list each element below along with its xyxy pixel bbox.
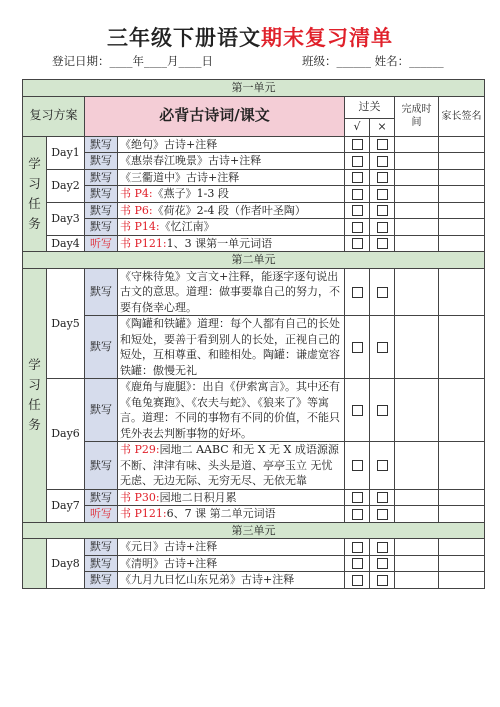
pass-checkbox[interactable] bbox=[352, 558, 363, 569]
day-label: Day8 bbox=[47, 539, 85, 589]
done-time-cell[interactable] bbox=[395, 506, 439, 523]
class-name-field[interactable]: 班级：______ 姓名：______ bbox=[302, 54, 444, 68]
page-title bbox=[0, 22, 500, 52]
done-time-header: 完成时间 bbox=[395, 96, 439, 136]
task-type: 默写 bbox=[85, 316, 118, 379]
parent-sign-cell[interactable] bbox=[439, 219, 485, 236]
task-text: 书 P14:《忆江南》 bbox=[118, 219, 345, 236]
task-text: 《元日》古诗+注释 bbox=[118, 539, 345, 556]
fail-checkbox[interactable] bbox=[377, 460, 388, 471]
pass-header: 过关 bbox=[345, 96, 395, 118]
parent-sign-cell[interactable] bbox=[439, 316, 485, 379]
pass-checkbox[interactable] bbox=[352, 575, 363, 586]
done-time-cell[interactable] bbox=[395, 219, 439, 236]
content-header: 必背古诗词/课文 bbox=[85, 96, 345, 136]
pass-checkbox[interactable] bbox=[352, 189, 363, 200]
check-header: √ bbox=[345, 118, 370, 136]
pass-checkbox[interactable] bbox=[352, 139, 363, 150]
task-text: 《守株待兔》文言文+注释，能逐字逐句说出古文的意思。道理：做事要靠自己的努力，不要有侥幸心理。 bbox=[118, 268, 345, 316]
task-text: 书 P29:园地二 AABC 和无 X 无 X 成语源源不断、津津有味、头头是道、亭亭玉立 无忧无虑、无边无际、无穷无尽、无依无靠 bbox=[118, 442, 345, 490]
pass-checkbox[interactable] bbox=[352, 460, 363, 471]
task-type: 默写 bbox=[85, 539, 118, 556]
fail-checkbox[interactable] bbox=[377, 558, 388, 569]
pass-checkbox[interactable] bbox=[352, 342, 363, 353]
task-type: 默写 bbox=[85, 268, 118, 316]
done-time-cell[interactable] bbox=[395, 186, 439, 203]
parent-sign-cell[interactable] bbox=[439, 186, 485, 203]
done-time-cell[interactable] bbox=[395, 555, 439, 572]
day-label: Day7 bbox=[47, 489, 85, 522]
pass-checkbox[interactable] bbox=[352, 509, 363, 520]
task-type: 默写 bbox=[85, 379, 118, 442]
done-time-cell[interactable] bbox=[395, 379, 439, 442]
done-time-cell[interactable] bbox=[395, 153, 439, 170]
parent-sign-cell[interactable] bbox=[439, 442, 485, 490]
unit-header: 第一单元 bbox=[23, 80, 485, 97]
parent-sign-header: 家长签名 bbox=[439, 96, 485, 136]
task-type: 默写 bbox=[85, 489, 118, 506]
pass-checkbox[interactable] bbox=[352, 172, 363, 183]
plan-header: 复习方案 bbox=[23, 96, 85, 136]
task-text: 《陶罐和铁罐》道理：每个人都有自己的长处和短处，要善于看到别人的长处，正视自己的短处，互相尊重、和睦相处。陶罐：谦虚宽容 铁罐：傲慢无礼 bbox=[118, 316, 345, 379]
day-label: Day3 bbox=[47, 202, 85, 235]
pass-checkbox[interactable] bbox=[352, 405, 363, 416]
done-time-cell[interactable] bbox=[395, 169, 439, 186]
task-type: 听写 bbox=[85, 235, 118, 252]
unit-header: 第三单元 bbox=[23, 522, 485, 539]
day-label: Day6 bbox=[47, 379, 85, 490]
parent-sign-cell[interactable] bbox=[439, 506, 485, 523]
task-text: 《三衢道中》古诗+注释 bbox=[118, 169, 345, 186]
task-type: 默写 bbox=[85, 153, 118, 170]
task-text: 《清明》古诗+注释 bbox=[118, 555, 345, 572]
pass-checkbox[interactable] bbox=[352, 492, 363, 503]
pass-checkbox[interactable] bbox=[352, 287, 363, 298]
fail-checkbox[interactable] bbox=[377, 287, 388, 298]
review-table bbox=[22, 79, 485, 589]
title-part: 三年级下册语文 bbox=[107, 25, 261, 50]
parent-sign-cell[interactable] bbox=[439, 169, 485, 186]
side-label bbox=[23, 539, 47, 589]
task-type: 默写 bbox=[85, 555, 118, 572]
parent-sign-cell[interactable] bbox=[439, 379, 485, 442]
fail-checkbox[interactable] bbox=[377, 172, 388, 183]
fail-checkbox[interactable] bbox=[377, 405, 388, 416]
day-label: Day1 bbox=[47, 136, 85, 169]
done-time-cell[interactable] bbox=[395, 136, 439, 153]
fail-checkbox[interactable] bbox=[377, 492, 388, 503]
fail-checkbox[interactable] bbox=[377, 238, 388, 249]
parent-sign-cell[interactable] bbox=[439, 539, 485, 556]
task-text: 书 P30:园地二日积月累 bbox=[118, 489, 345, 506]
parent-sign-cell[interactable] bbox=[439, 268, 485, 316]
done-time-cell[interactable] bbox=[395, 235, 439, 252]
fail-checkbox[interactable] bbox=[377, 139, 388, 150]
parent-sign-cell[interactable] bbox=[439, 572, 485, 589]
task-type: 默写 bbox=[85, 169, 118, 186]
fail-checkbox[interactable] bbox=[377, 156, 388, 167]
pass-checkbox[interactable] bbox=[352, 238, 363, 249]
title-highlight: 期末复习清单 bbox=[261, 25, 393, 50]
task-type: 默写 bbox=[85, 219, 118, 236]
parent-sign-cell[interactable] bbox=[439, 489, 485, 506]
task-text: 书 P4:《燕子》1-3 段 bbox=[118, 186, 345, 203]
cross-header: × bbox=[370, 118, 395, 136]
fail-checkbox[interactable] bbox=[377, 542, 388, 553]
done-time-cell[interactable] bbox=[395, 489, 439, 506]
done-time-cell[interactable] bbox=[395, 539, 439, 556]
done-time-cell[interactable] bbox=[395, 316, 439, 379]
pass-checkbox[interactable] bbox=[352, 156, 363, 167]
date-field[interactable]: 登记日期：____年____月____日 bbox=[52, 54, 213, 68]
parent-sign-cell[interactable] bbox=[439, 136, 485, 153]
task-text: 书 P6:《荷花》2-4 段（作者叶圣陶） bbox=[118, 202, 345, 219]
task-type: 默写 bbox=[85, 202, 118, 219]
task-type: 默写 bbox=[85, 442, 118, 490]
side-label: 学习任务 bbox=[23, 268, 47, 522]
fail-checkbox[interactable] bbox=[377, 342, 388, 353]
task-text: 书 P121:1、3 课第一单元词语 bbox=[118, 235, 345, 252]
side-label: 学习任务 bbox=[23, 136, 47, 252]
task-type: 默写 bbox=[85, 186, 118, 203]
fail-checkbox[interactable] bbox=[377, 205, 388, 216]
pass-checkbox[interactable] bbox=[352, 542, 363, 553]
parent-sign-cell[interactable] bbox=[439, 153, 485, 170]
parent-sign-cell[interactable] bbox=[439, 555, 485, 572]
task-text: 《九月九日忆山东兄弟》古诗+注释 bbox=[118, 572, 345, 589]
day-label: Day4 bbox=[47, 235, 85, 252]
done-time-cell[interactable] bbox=[395, 442, 439, 490]
done-time-cell[interactable] bbox=[395, 572, 439, 589]
unit-header: 第二单元 bbox=[23, 252, 485, 269]
task-type: 默写 bbox=[85, 136, 118, 153]
fail-checkbox[interactable] bbox=[377, 222, 388, 233]
done-time-cell[interactable] bbox=[395, 268, 439, 316]
fail-checkbox[interactable] bbox=[377, 189, 388, 200]
parent-sign-cell[interactable] bbox=[439, 235, 485, 252]
task-text: 《惠崇春江晚景》古诗+注释 bbox=[118, 153, 345, 170]
pass-checkbox[interactable] bbox=[352, 205, 363, 216]
task-type: 默写 bbox=[85, 572, 118, 589]
fail-checkbox[interactable] bbox=[377, 509, 388, 520]
fail-checkbox[interactable] bbox=[377, 575, 388, 586]
day-label: Day2 bbox=[47, 169, 85, 202]
day-label: Day5 bbox=[47, 268, 85, 379]
task-text: 书 P121:6、7 课 第二单元词语 bbox=[118, 506, 345, 523]
task-type: 听写 bbox=[85, 506, 118, 523]
pass-checkbox[interactable] bbox=[352, 222, 363, 233]
parent-sign-cell[interactable] bbox=[439, 202, 485, 219]
task-text: 《绝句》古诗+注释 bbox=[118, 136, 345, 153]
task-text: 《鹿角与鹿腿》：出自《伊索寓言》。其中还有《龟兔赛跑》、《农夫与蛇》、《狼来了》等寓言。道理：不同的事物有不同的价值，不能只凭外表去判断事物的好坏。 bbox=[118, 379, 345, 442]
done-time-cell[interactable] bbox=[395, 202, 439, 219]
